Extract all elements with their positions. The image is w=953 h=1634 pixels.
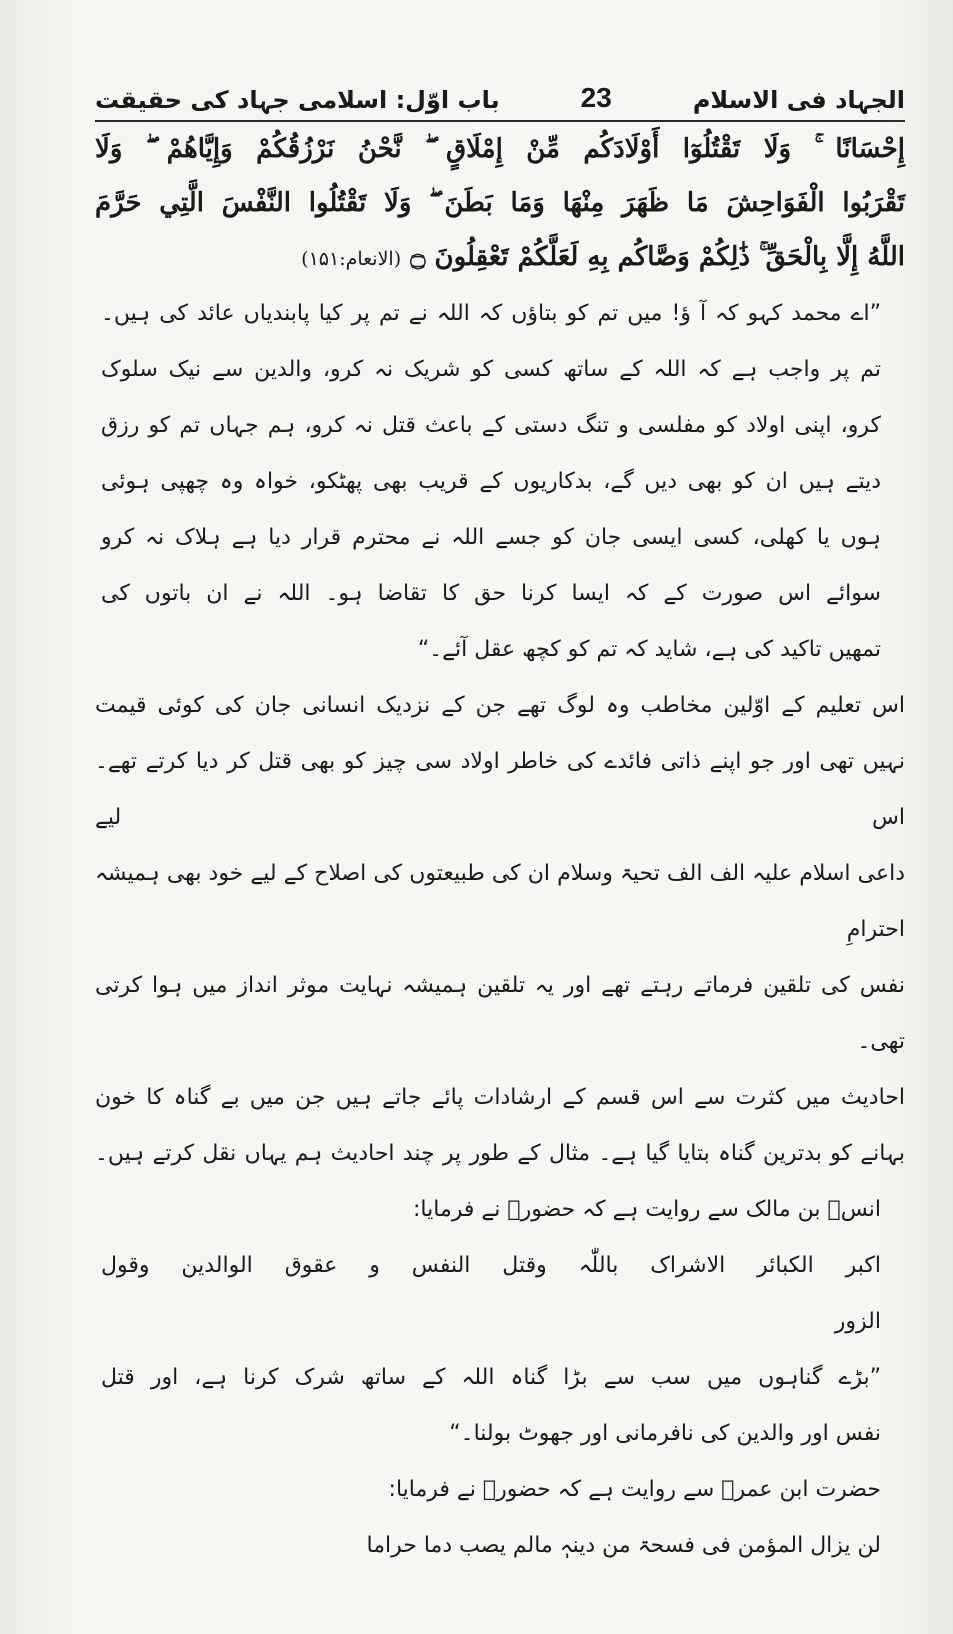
hadith-arabic-line: لن یزال المؤمن فی فسحۃ من دینہٖ مالم یصب دما حراما — [366, 1533, 881, 1558]
translation-block — [101, 286, 881, 678]
paragraph-line: احادیث میں کثرت سے اس قسم کے ارشادات پائے جاتے ہیں جن میں بے گناہ کا خون — [95, 1085, 905, 1110]
quran-citation: (الانعام:۱۵۱) — [301, 248, 402, 270]
hadith-arabic-line: اکبر الکبائر الاشراک باللّٰہ وقتل النفس و عقوق الوالدین وقول — [101, 1253, 881, 1278]
page-number: 23 — [580, 82, 612, 113]
chapter-title: باب اوّل: اسلامی جہاد کی حقیقت — [95, 86, 500, 114]
quran-verse — [95, 122, 905, 286]
translation-line: تمھیں تاکید کی ہے، شاید کہ تم کو کچھ عقل آئے۔“ — [417, 637, 881, 662]
quran-line — [95, 230, 905, 286]
paragraph-line: بہانے کو بدترین گناہ بتایا گیا ہے۔ مثال کے طور پر چند احادیث ہم یہاں نقل کرتے ہیں۔ — [95, 1141, 905, 1166]
paragraph-line: داعی اسلام علیہ الف الف تحیۃ وسلام ان کی طبیعتوں کی اصلاح کے لیے خود بھی ہمیشہ احترامِ — [95, 861, 905, 942]
translation-line: سوائے اس صورت کے کہ ایسا کرنا حق کا تقاضا ہو۔ اللہ نے ان باتوں کی — [101, 581, 881, 606]
page-header — [95, 82, 905, 122]
paragraph-line: نفس کی تلقین فرماتے رہتے تھے اور یہ تلقین ہمیشہ نہایت موثر انداز میں ہوا کرتی تھی۔ — [95, 973, 905, 1054]
quran-text: اللَّهُ إِلَّا بِالْحَقِّ ۚ ذَٰلِكُمْ وَصَّاكُم بِهِ لَعَلَّكُمْ تَعْقِلُونَ ۝ — [410, 242, 905, 272]
hadith-intro: انسؓ بن مالک سے روایت ہے کہ حضورؐ نے فرمایا: — [413, 1197, 881, 1222]
paragraph-line: اس تعلیم کے اوّلین مخاطب وہ لوگ تھے جن کے نزدیک انسانی جان کی کوئی قیمت — [95, 693, 905, 718]
translation-line: تم پر واجب ہے کہ اللہ کے ساتھ کسی کو شریک نہ کرو، والدین سے نیک سلوک — [101, 357, 881, 382]
hadith-translation-line: ”بڑے گناہوں میں سب سے بڑا گناہ اللہ کے ساتھ شرک کرنا ہے، اور قتل — [101, 1365, 881, 1390]
hadith-intro: حضرت ابن عمرؓ سے روایت ہے کہ حضورؐ نے فرمایا: — [388, 1477, 881, 1502]
translation-line: دیتے ہیں ان کو بھی دیں گے، بدکاریوں کے قریب بھی پھٹکو، خواہ وہ چھپی ہوئی — [101, 469, 881, 494]
hadith-block — [101, 1182, 881, 1574]
quran-line: إِحْسَانًا ۚ وَلَا تَقْتُلُوٓا أَوْلَادَكُم مِّنْ إِمْلَاقٍ ۖ نَّحْنُ نَرْزُقُكُمْ وَإِيَّاهُمْ ۖ وَلَا — [95, 134, 905, 164]
quran-line: تَقْرَبُوا الْفَوَاحِشَ مَا ظَهَرَ مِنْهَا وَمَا بَطَنَ ۖ وَلَا تَقْتُلُوا النَّفْسَ الَّتِي حَرَّمَ — [95, 188, 905, 218]
hadith-translation-line: نفس اور والدین کی نافرمانی اور جھوٹ بولنا۔“ — [449, 1421, 881, 1446]
hadith-arabic-line: الزور — [834, 1309, 881, 1334]
translation-line: کرو، اپنی اولاد کو مفلسی و تنگ دستی کے باعث قتل نہ کرو، ہم جہاں تم کو رزق — [101, 413, 881, 438]
translation-line: ہوں یا کھلی، کسی ایسی جان کو جسے اللہ نے محترم قرار دیا ہے ہلاک نہ کرو — [101, 525, 881, 550]
translation-line: ”اے محمد کہو کہ آ ؤ! میں تم کو بتاؤں کہ اللہ نے تم پر کیا پابندیاں عائد کی ہیں۔ — [101, 301, 881, 326]
paragraph-line: نہیں تھی اور جو اپنے ذاتی فائدے کی خاطر اولاد سی چیز کو بھی قتل کر دیا کرتے تھے۔ اس لیے — [95, 749, 905, 830]
book-title: الجہاد فی الاسلام — [692, 86, 905, 114]
paragraph — [95, 678, 905, 1182]
